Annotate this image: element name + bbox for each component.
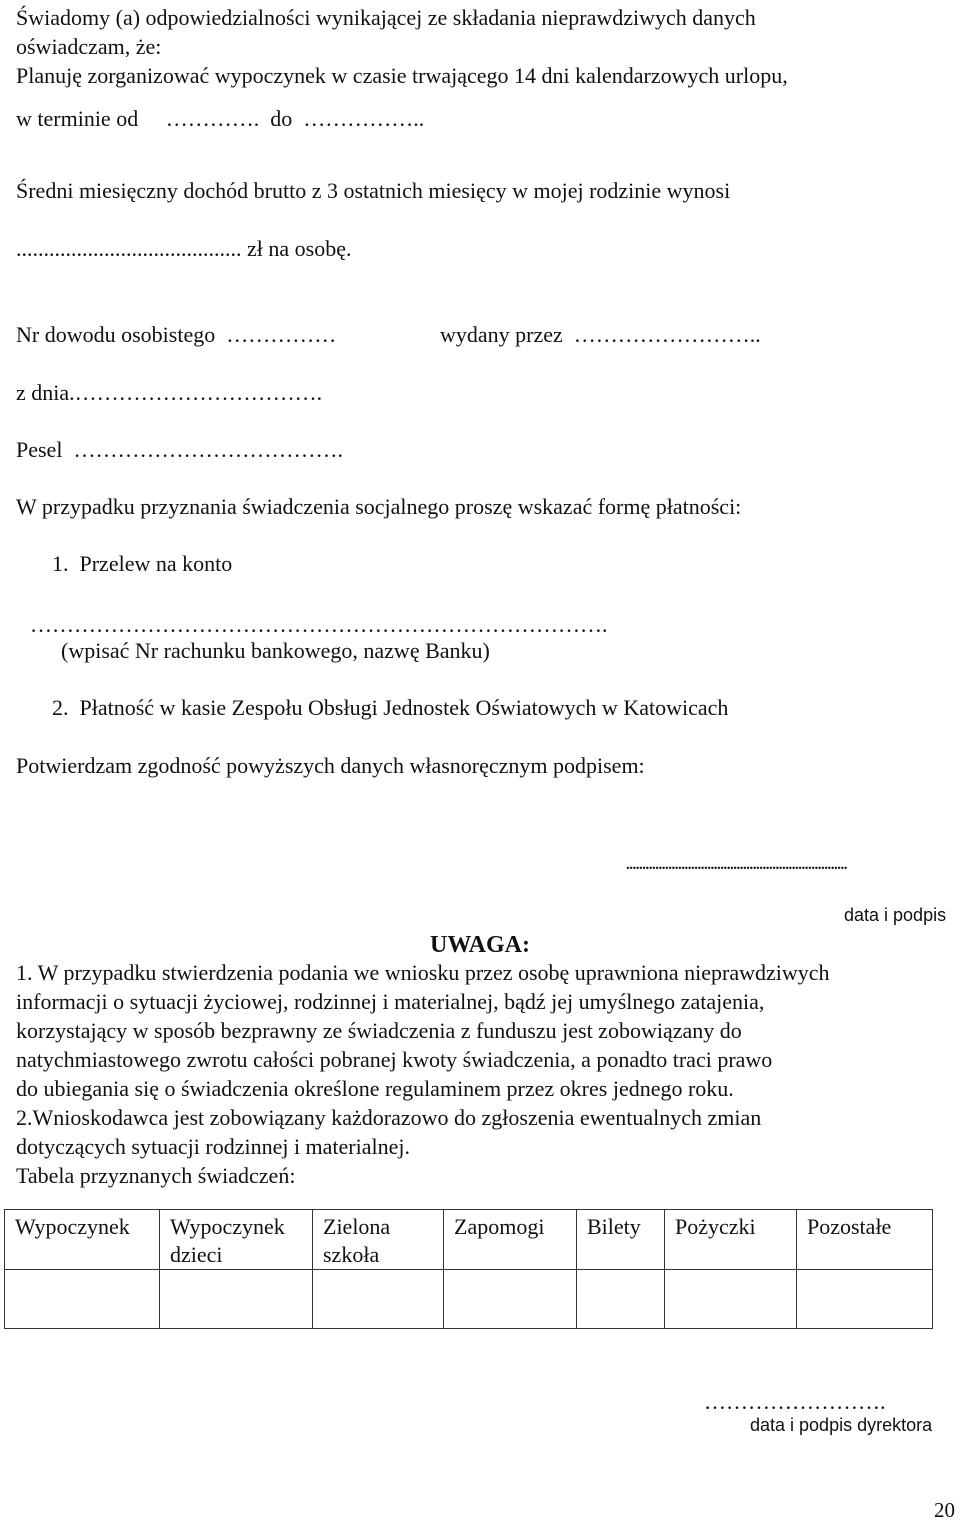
income-line: Średni miesięczny dochód brutto z 3 ostatnich miesięcy w mojej rodzinie wynosi: [16, 178, 731, 203]
table-header-cell: Pozostałe: [797, 1210, 933, 1270]
note-2-line-1: 2.Wnioskodawca jest zobowiązany każdorazowo do zgłoszenia ewentualnych zmian: [16, 1105, 762, 1130]
table-header-cell: Zapomogi: [444, 1210, 577, 1270]
income-per-person-line: ......................................... zł na osobę.: [16, 236, 352, 261]
table-cell[interactable]: [160, 1270, 313, 1329]
benefits-table: [4, 1209, 933, 1329]
table-row: [5, 1270, 933, 1329]
table-header-cell: Zielona szkoła: [313, 1210, 444, 1270]
table-header-cell: Bilety: [577, 1210, 665, 1270]
note-1-line-1: 1. W przypadku stwierdzenia podania we wniosku przez osobę uprawniona nieprawdziwych: [16, 960, 830, 985]
page-number: 20: [934, 1498, 955, 1522]
signature-dots: ....................................................................: [626, 857, 847, 873]
table-header-cell: Wypoczynek: [5, 1210, 160, 1270]
note-2-line-2: dotyczących sytuacji rodzinnej i materialnej.: [16, 1134, 411, 1159]
bank-account-hint: (wpisać Nr rachunku bankowego, nazwę Banku): [61, 638, 490, 663]
payment-option-transfer: 1. Przelew na konto: [52, 551, 233, 576]
director-signature-dots: …………………….: [704, 1389, 886, 1414]
table-cell[interactable]: [5, 1270, 160, 1329]
table-header-row: [5, 1210, 933, 1270]
declaration-line-3: Planuję zorganizować wypoczynek w czasie trwającego 14 dni kalendarzowych urlopu,: [16, 63, 788, 88]
issued-by-line: wydany przez ……………………..: [440, 322, 761, 347]
table-header-cell: Wypoczynek dzieci: [160, 1210, 313, 1270]
table-header-cell: Pożyczki: [665, 1210, 797, 1270]
note-1-line-4: natychmiastowego zwrotu całości pobranej kwoty świadczenia, a ponadto traci prawo: [16, 1047, 773, 1072]
table-cell[interactable]: [313, 1270, 444, 1329]
table-cell[interactable]: [444, 1270, 577, 1329]
declaration-line-1: Świadomy (a) odpowiedzialności wynikającej ze składania nieprawdziwych danych: [16, 5, 756, 30]
director-signature-label: data i podpis dyrektora: [750, 1415, 933, 1435]
declaration-line-2: oświadczam, że:: [16, 34, 162, 59]
pesel-line: Pesel ……………………………….: [16, 437, 343, 462]
table-cell[interactable]: [665, 1270, 797, 1329]
issue-date-line: z dnia.…………………………….: [16, 380, 323, 405]
note-1-line-3: korzystający w sposób bezprawny ze świadczenia z funduszu jest zobowiązany do: [16, 1018, 742, 1043]
id-number-line: Nr dowodu osobistego ……………: [16, 322, 337, 347]
note-1-line-5: do ubiegania się o świadczenia określone regulaminem przez okres jednego roku.: [16, 1076, 734, 1101]
table-cell[interactable]: [797, 1270, 933, 1329]
uwaga-heading: UWAGA:: [430, 932, 530, 958]
confirmation-line: Potwierdzam zgodność powyższych danych własnoręcznym podpisem:: [16, 753, 645, 778]
payment-form-line: W przypadku przyznania świadczenia socjalnego proszę wskazać formę płatności:: [16, 494, 742, 519]
table-title: Tabela przyznanych świadczeń:: [16, 1163, 296, 1188]
table-cell[interactable]: [577, 1270, 665, 1329]
bank-account-dots: …………………………………………………………………….: [30, 612, 608, 637]
signature-label: data i podpis: [844, 905, 947, 925]
payment-option-cash: 2. Płatność w kasie Zespołu Obsługi Jednostek Oświatowych w Katowicach: [52, 695, 729, 720]
note-1-line-2: informacji o sytuacji życiowej, rodzinnej i materialnej, bądź jej umyślnego zatajenia,: [16, 989, 765, 1014]
vacation-dates-line: w terminie od …………. do ……………..: [16, 106, 425, 131]
